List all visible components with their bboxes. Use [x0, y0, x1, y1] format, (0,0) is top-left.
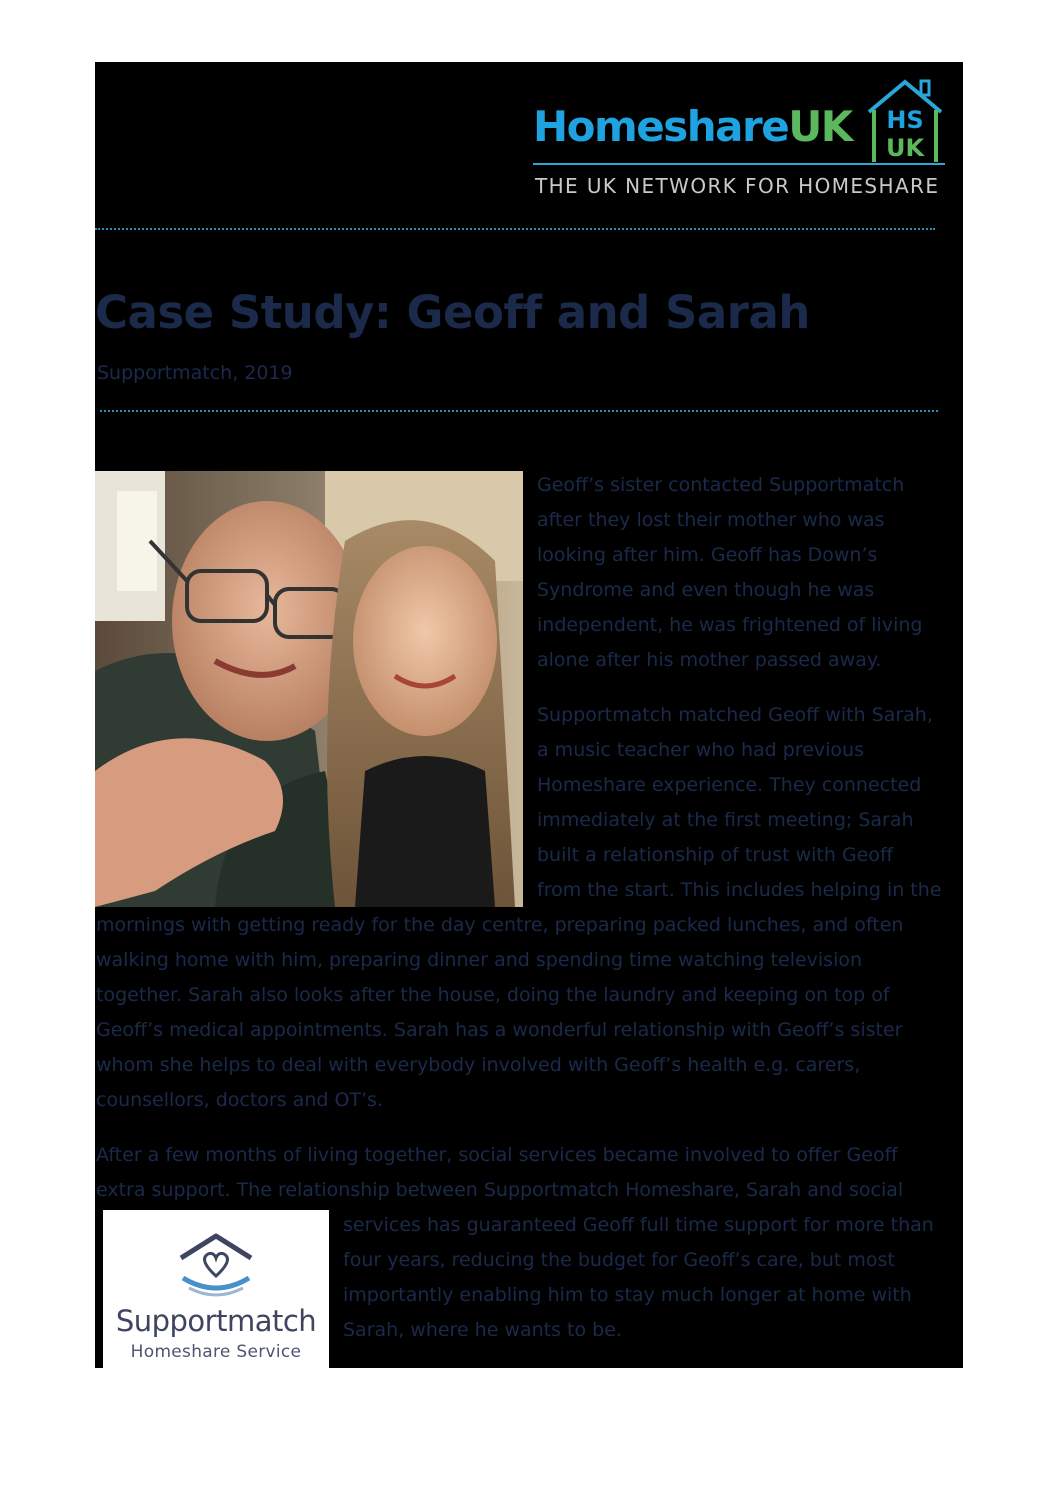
- text-line: four years, reducing the budget for Geoff’s care, but most: [343, 1249, 895, 1271]
- text-line: after they lost their mother who was: [537, 509, 885, 531]
- text-line: Supportmatch matched Geoff with Sarah,: [537, 704, 933, 726]
- photo-geoff-and-sarah: [95, 471, 523, 907]
- text-line: importantly enabling him to stay much longer at home with: [343, 1284, 912, 1306]
- divider-bottom: [100, 410, 938, 412]
- homeshare-uk-logo: [533, 78, 953, 200]
- paragraph-3-side: [343, 1208, 961, 1348]
- text-line: built a relationship of trust with Geoff: [537, 844, 894, 866]
- text-line: from the start. This includes helping in the: [537, 879, 942, 901]
- text-line: walking home with him, preparing dinner and spending time watching television: [96, 949, 863, 971]
- text-line: Sarah, where he wants to be.: [343, 1319, 622, 1341]
- page-title: Case Study: Geoff and Sarah: [95, 286, 810, 339]
- text-line: services has guaranteed Geoff full time support for more than: [343, 1214, 934, 1236]
- logo-wordmark: HomeshareUK: [533, 102, 852, 151]
- text-line: independent, he was frightened of living: [537, 614, 923, 636]
- text-line: alone after his mother passed away.: [537, 649, 882, 671]
- text-line: Geoff’s sister contacted Supportmatch: [537, 474, 905, 496]
- supportmatch-subtitle: Homeshare Service: [130, 1342, 302, 1362]
- supportmatch-logo: [103, 1210, 329, 1368]
- text-line: extra support. The relationship between Supportmatch Homeshare, Sarah and social: [96, 1179, 904, 1201]
- house-heart-icon: [175, 1232, 257, 1300]
- text-line: After a few months of living together, social services became involved to offer Geoff: [96, 1144, 898, 1166]
- paragraph-1: [537, 468, 957, 678]
- text-line: Syndrome and even though he was: [537, 579, 875, 601]
- text-line: mornings with getting ready for the day centre, preparing packed lunches, and often: [96, 914, 904, 936]
- house-icon: [865, 78, 945, 164]
- text-line: a music teacher who had previous: [537, 739, 864, 761]
- page-subtitle: Supportmatch, 2019: [97, 362, 293, 384]
- text-line: looking after him. Geoff has Down’s: [537, 544, 878, 566]
- logo-underline: [533, 163, 945, 165]
- paragraph-2-side: [537, 698, 957, 908]
- logo-tagline: THE UK NETWORK FOR HOMESHARE: [535, 174, 940, 198]
- supportmatch-name: Supportmatch: [115, 1304, 317, 1338]
- text-line: Homeshare experience. They connected: [537, 774, 922, 796]
- text-line: whom she helps to deal with everybody involved with Geoff’s health e.g. carers,: [96, 1054, 861, 1076]
- paragraph-2-full: [96, 908, 958, 1118]
- text-line: together. Sarah also looks after the house, doing the laundry and keeping on top of: [96, 984, 890, 1006]
- paragraph-3-full: [96, 1138, 958, 1208]
- badge-bottom-text: UK: [885, 134, 925, 162]
- badge-top-text: HS: [886, 106, 924, 134]
- text-line: immediately at the first meeting; Sarah: [537, 809, 914, 831]
- divider-top: [95, 228, 935, 230]
- text-line: Geoff’s medical appointments. Sarah has a wonderful relationship with Geoff’s sister: [96, 1019, 903, 1041]
- text-line: counsellors, doctors and OT’s.: [96, 1089, 383, 1111]
